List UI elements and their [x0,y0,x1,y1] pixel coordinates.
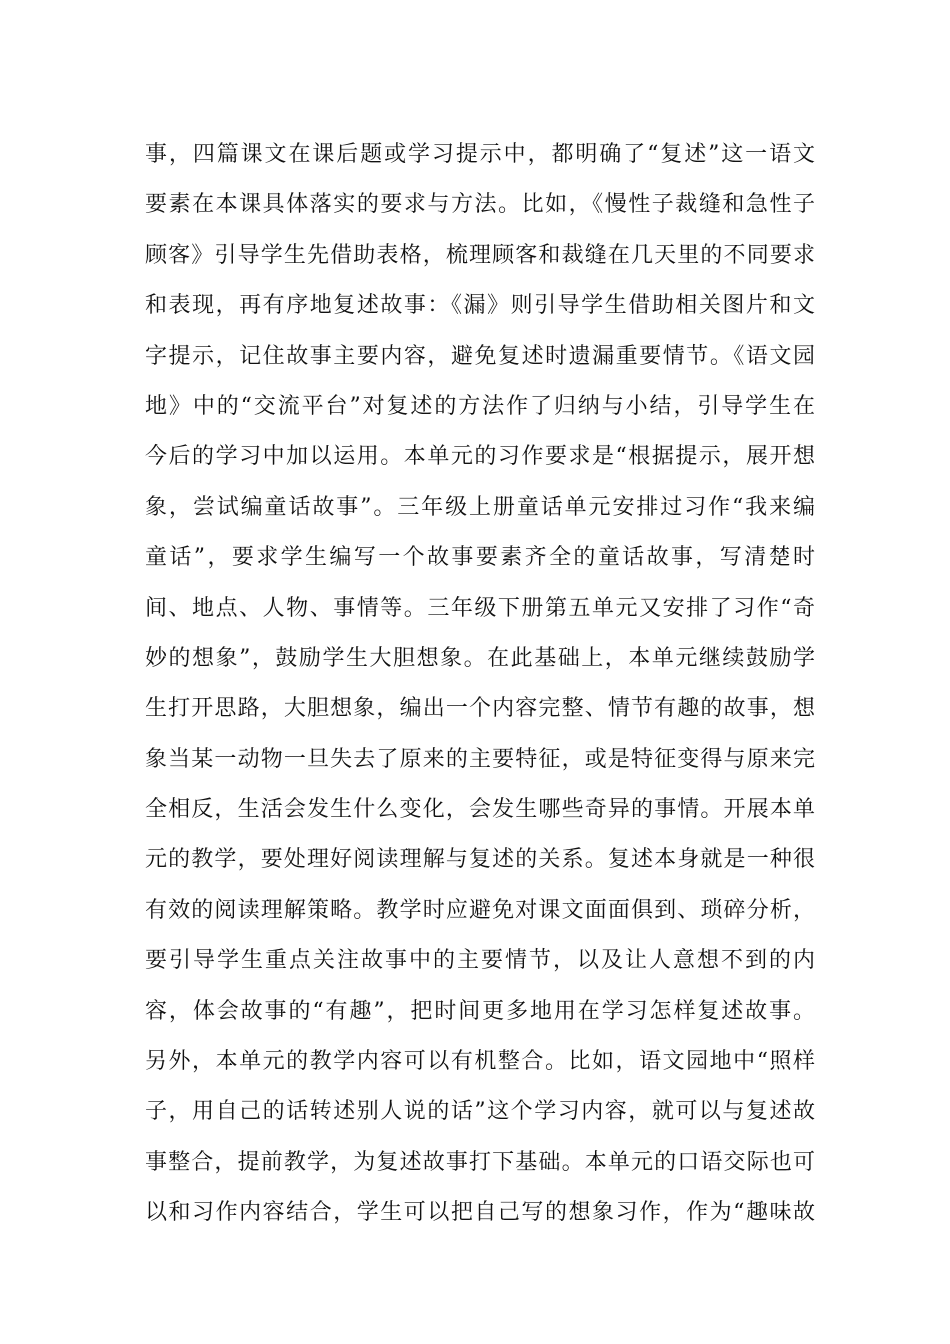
text-line: 顾客》引导学生先借助表格，梳理顾客和裁缝在几天里的不同要求 [145,242,815,268]
body-text [145,130,815,1239]
text-line: 事整合，提前教学，为复述故事打下基础。本单元的口语交际也可 [145,1149,815,1175]
text-line: 容，体会故事的“有趣”，把时间更多地用在学习怎样复述故事。 [145,998,815,1024]
text-line: 要引导学生重点关注故事中的主要情节，以及让人意想不到的内 [145,948,815,974]
text-line: 元的教学，要处理好阅读理解与复述的关系。复述本身就是一种很 [145,847,815,873]
text-line: 和表现，再有序地复述故事：《漏》则引导学生借助相关图片和文 [145,293,815,319]
text-line: 另外，本单元的教学内容可以有机整合。比如，语文园地中“照样 [145,1049,815,1075]
text-line: 地》中的“交流平台”对复述的方法作了归纳与小结，引导学生在 [145,393,815,419]
text-line: 要素在本课具体落实的要求与方法。比如，《慢性子裁缝和急性子 [145,192,815,218]
text-line: 以和习作内容结合，学生可以把自己写的想象习作，作为“趣味故 [145,1200,815,1226]
text-line: 全相反，生活会发生什么变化，会发生哪些奇异的事情。开展本单 [145,797,815,823]
text-line: 事，四篇课文在课后题或学习提示中，都明确了“复述”这一语文 [145,142,815,167]
text-line: 生打开思路，大胆想象，编出一个内容完整、情节有趣的故事，想 [145,696,815,722]
text-line: 童话”，要求学生编写一个故事要素齐全的童话故事，写清楚时 [145,545,815,571]
text-line: 妙的想象”，鼓励学生大胆想象。在此基础上，本单元继续鼓励学 [145,645,815,671]
text-line: 字提示，记住故事主要内容，避免复述时遗漏重要情节。《语文园 [145,343,815,369]
text-line: 象当某一动物一旦失去了原来的主要特征，或是特征变得与原来完 [145,746,815,772]
text-line: 今后的学习中加以运用。本单元的习作要求是“根据提示，展开想 [145,444,815,470]
text-line: 象，尝试编童话故事”。三年级上册童话单元安排过习作“我来编 [145,494,815,520]
text-line: 间、地点、人物、事情等。三年级下册第五单元又安排了习作“奇 [145,595,815,621]
text-line: 有效的阅读理解策略。教学时应避免对课文面面俱到、琐碎分析， [145,897,815,923]
text-line: 子，用自己的话转述别人说的话”这个学习内容，就可以与复述故 [145,1099,815,1125]
